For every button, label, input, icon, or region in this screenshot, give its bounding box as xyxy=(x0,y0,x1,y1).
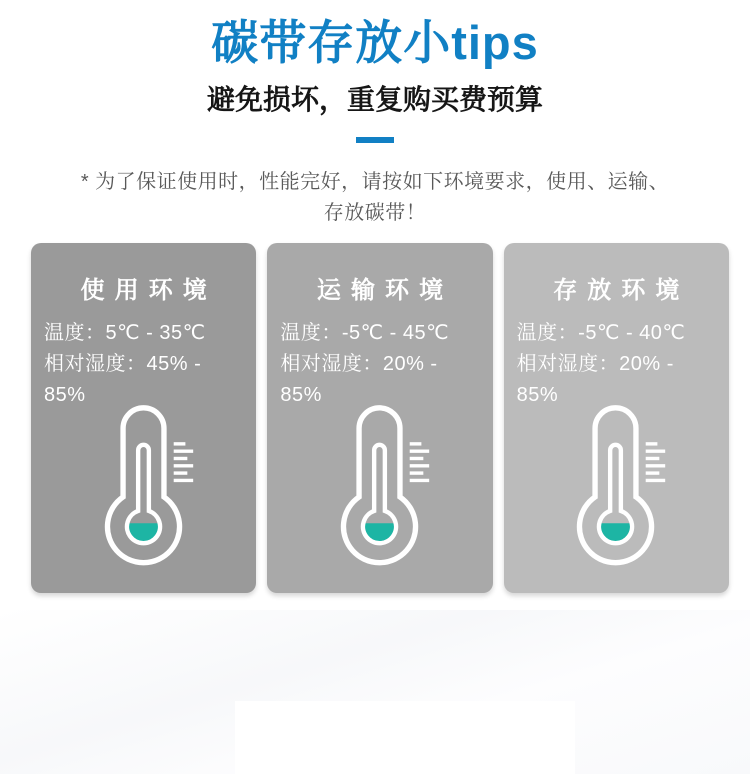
card-storage-environment xyxy=(504,243,729,593)
card-heading: 存放环境 xyxy=(553,277,690,304)
card-info xyxy=(504,318,729,411)
thermometer-icon xyxy=(324,402,436,568)
bottom-white-panel xyxy=(235,701,575,774)
humidity-text: 相对湿度：45% - 85% xyxy=(44,353,202,406)
card-transport-environment xyxy=(267,243,492,593)
temperature-text: 温度：5℃ - 35℃ xyxy=(44,322,206,344)
card-heading: 运输环境 xyxy=(316,277,454,304)
title-divider xyxy=(356,137,394,143)
temperature-text: 温度：-5℃ - 40℃ xyxy=(516,322,686,344)
usage-note-line2: 存放碳带！ xyxy=(323,202,427,224)
temperature-text: 温度：-5℃ - 45℃ xyxy=(280,322,450,344)
environment-cards xyxy=(31,243,729,593)
usage-note xyxy=(0,167,750,229)
card-usage-environment xyxy=(31,243,256,593)
usage-note-line1: * 为了保证使用时，性能完好，请按如下环境要求，使用、运输、 xyxy=(80,171,670,193)
humidity-text: 相对湿度：20% - 85% xyxy=(516,353,674,406)
thermometer-icon xyxy=(88,402,200,568)
card-info xyxy=(31,318,256,411)
card-heading: 使用环境 xyxy=(80,277,217,304)
scale-ticks xyxy=(646,444,665,481)
humidity-text: 相对湿度：20% - 85% xyxy=(280,353,438,406)
page-subtitle: 避免损坏，重复购买费预算 xyxy=(206,84,543,115)
card-info xyxy=(267,318,492,411)
thermometer-icon xyxy=(560,402,672,568)
scale-ticks xyxy=(173,444,192,481)
page-title: 碳带存放小tips xyxy=(211,16,539,69)
scale-ticks xyxy=(410,444,429,481)
